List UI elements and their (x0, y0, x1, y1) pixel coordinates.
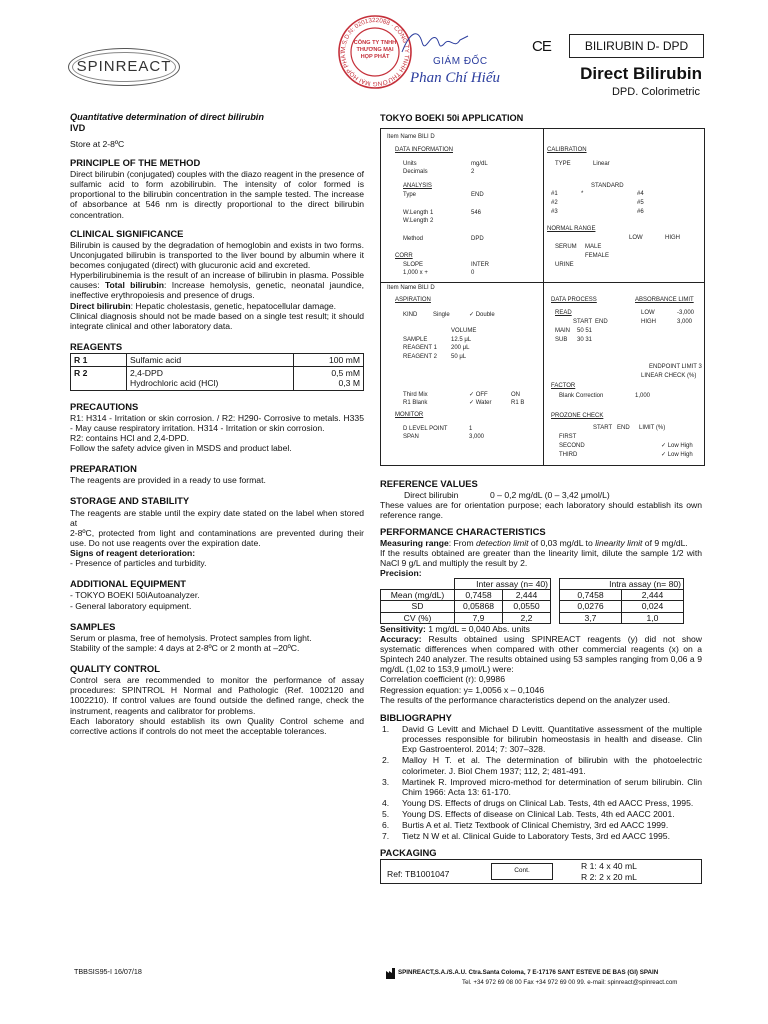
ce-mark: CE (532, 38, 551, 55)
read-end-label: END (595, 319, 608, 325)
blank-correction-label: Blank Correction (559, 393, 604, 399)
reagents-table (70, 353, 364, 390)
list-item: 7. Tietz N W et al. Clinical Guide to Laboratory Tests, 3rd ed AACC 1995. (382, 831, 670, 842)
slope-factor: 1,000 x + (403, 270, 428, 276)
list-item: 3. Martinek R. Improved micro-method for determination of serum bilirubin. Clin Chim 1966: Acta 13: 61-170. (382, 776, 702, 797)
read-sub-values: 30 31 (577, 337, 593, 343)
aspiration-heading: ASPIRATION (395, 297, 431, 303)
table-row: R 2 2,4-DPD Hydrochloric acid (HCl) 0,5 mM 0,3 M (71, 367, 364, 390)
decimals-label: Decimals (403, 169, 428, 175)
intro-title: Quantitative determination of direct bilirubin (70, 112, 264, 122)
standard-heading: STANDARD (591, 183, 624, 189)
wavelength-1-value: 546 (471, 210, 482, 216)
normal-low-label: LOW (629, 235, 643, 241)
page-title: Direct Bilirubin (580, 64, 702, 83)
clinical-heading: CLINICAL SIGNIFICANCE (70, 227, 184, 239)
left-column (70, 112, 364, 736)
equipment-text-1: - TOKYO BOEKI 50iAutoanalyzer. (70, 590, 200, 601)
table-row: Mean (mg/dL) 0,7458 2,444 (381, 590, 551, 601)
units-label: Units (403, 161, 417, 167)
slope-value: INTER (471, 262, 489, 268)
inter-assay-table (380, 578, 551, 624)
span-value: 3,000 (469, 434, 485, 440)
third-mix-on: ON (511, 392, 520, 398)
slope-label: SLOPE (403, 262, 424, 268)
kind-double: ✓ Double (469, 312, 495, 318)
absorbance-limit-heading: ABSORBANCE LIMIT (635, 297, 694, 303)
read-sub-label: SUB (555, 337, 568, 343)
accuracy: Accuracy: Results obtained using SPINREACT reagents (y) did not show systematic differences when compared with other commercial reagents (x) on a Spintech 240 analyzer. The results obtained using 53 samples ranging from 0,06 a 9 mg/dL (1,02 to 153,9 μmol/L) were: (380, 633, 702, 675)
reagent-1-label: REAGENT 1 (403, 345, 437, 351)
sample-volume: 12.5 μL (451, 337, 472, 343)
monitor-heading: MONITOR (395, 412, 424, 418)
table-row: SD 0,05868 0,0550 (381, 601, 551, 612)
list-item: 5. Young DS. Effects of disease on Clinical Lab. Tests, 4th ed AACC 2001. (382, 809, 675, 820)
precautions-heading: PRECAUTIONS (70, 400, 139, 412)
normal-range-heading: NORMAL RANGE (547, 226, 596, 232)
qc-text-2: Each laboratory should establish its own Quality Control scheme and corrective actions if controls do not meet the acceptable tolerances. (70, 715, 364, 736)
measuring-range: Measuring range: From detection limit of 0,03 mg/dL to linearity limit of 9 mg/dL. (380, 537, 688, 548)
reference-label: Direct bilirubin (404, 490, 459, 501)
samples-heading: SAMPLES (70, 620, 116, 632)
item-name-1: Item Name BILI D (387, 134, 435, 140)
signature (400, 24, 470, 60)
read-main-label: MAIN (555, 328, 570, 334)
clinical-text-4: Clinical diagnosis should not be made based on a single test result; it should integrate clinical and other laboratory data. (70, 310, 364, 331)
corr-heading: CORR (395, 253, 413, 259)
reagents-heading: REAGENTS (70, 341, 123, 353)
qc-text-1: Control sera are recommended to monitor the performance of assay procedures: SPINTROL H Normal and Pathologic (Ref. 1002120 and 1002210). If control values are found outside the defined range, check the instrument, reagents and calibrator for problems. (70, 675, 364, 716)
packaging-box (380, 859, 702, 884)
footer-contact: Tel. +34 972 69 08 00 Fax +34 972 69 00 99. e-mail: spinreact@spinreact.com (462, 979, 678, 986)
female-label: FEMALE (585, 253, 610, 259)
decimals-value: 2 (471, 169, 475, 175)
storage-heading: STORAGE AND STABILITY (70, 495, 190, 507)
equipment-text-2: - General laboratory equipment. (70, 600, 192, 611)
list-item: 2. Malloy H T. et al. The determination of bilirubin with the photoelectric colorimeter. J. Biol Chem 1937; 112, 2; 481-491. (382, 755, 702, 776)
standard-1-value: * (581, 191, 584, 197)
data-process-heading: DATA PROCESS (551, 297, 597, 303)
principle-text: Direct bilirubin (conjugated) couples with the diazo reagent in the presence of sulfamic acid to form azobilirubin. The intensity of color formed is proportional to the bilirubin concentration in the sample tested. The increase of absorbance at 546 nm is directly proportional to the direct bilirubin concentration. (70, 168, 364, 220)
footer-company: SPINREACT,S.A./S.A.U. Ctra.Santa Coloma, 7 E-17176 SANT ESTEVE DE BAS (GI) SPAIN (398, 969, 659, 976)
prozone-second: SECOND (559, 443, 585, 449)
correlation: Correlation coefficient (r): 0,9986 (380, 674, 505, 685)
item-name-2: Item Name BILI D (387, 285, 435, 291)
abs-low-label: LOW (641, 310, 655, 316)
table-row: R 1 Sulfamic acid 100 mM (71, 354, 364, 367)
prozone-heading: PROZONE CHECK (551, 413, 604, 419)
packaging-heading: PACKAGING (380, 846, 437, 858)
wavelength-2-label: W.Length 2 (403, 218, 434, 224)
ivd-label: IVD (70, 122, 86, 133)
preparation-text: The reagents are provided in a ready to use format. (70, 475, 266, 486)
preparation-heading: PREPARATION (70, 463, 137, 475)
page-subtitle: DPD. Colorimetric (611, 86, 700, 98)
brand-name: SPINREACT (76, 58, 172, 76)
prozone-limit-label: LIMIT (%) (639, 425, 666, 431)
storage-text-1: The reagents are stable until the expiry date stated on the label when stored at (70, 507, 364, 528)
table-row: 3,7 1,0 (560, 612, 684, 623)
product-code: BILIRUBIN D- DPD (584, 38, 689, 53)
stamp-center-text: CÔNG TY TNHH THƯƠNG MẠI HỌP PHÁT (353, 40, 397, 60)
volume-heading: VOLUME (451, 328, 477, 334)
data-information-heading: DATA INFORMATION (395, 147, 453, 153)
intercept-value: 0 (471, 270, 475, 276)
method-label: Method (403, 236, 424, 242)
wavelength-1-label: W.Length 1 (403, 210, 434, 216)
packaging-r1: R 1: 4 x 40 mL (581, 860, 637, 871)
table-row: CV (%) 7,9 2,2 (381, 612, 551, 623)
sensitivity: Sensitivity: 1 mg/dL = 0,040 Abs. units (380, 623, 530, 634)
right-column (380, 478, 702, 884)
abs-low-value: -3,000 (677, 310, 695, 316)
samples-text-2: Stability of the sample: 4 days at 2-8ºC or 2 month at –20ºC. (70, 642, 300, 653)
endpoint-limit: ENDPOINT LIMIT 3 (649, 364, 702, 370)
factory-icon (386, 968, 396, 979)
regression: Regression equation: y= 1,0056 x – 0,1046 (380, 684, 545, 695)
measuring-note: If the results obtained are greater than the linearity limit, dilute the sample 1/2 with NaCl 9 g/L and multiply the result by 2. (380, 547, 702, 568)
principle-heading: PRINCIPLE OF THE METHOD (70, 156, 201, 168)
precision-tables (380, 578, 702, 624)
reagent-1-volume: 200 μL (451, 345, 470, 351)
standard-2: #2 (551, 200, 558, 206)
table-row: 0,7458 2,444 (560, 590, 684, 601)
reference-row (404, 490, 702, 500)
r1-blank-label: R1 Blank (403, 400, 428, 406)
span-label: SPAN (403, 434, 419, 440)
application-settings-box (380, 128, 705, 466)
linear-check-label: LINEAR CHECK (%) (641, 373, 697, 379)
third-mix-off: ✓ OFF (469, 392, 488, 398)
blank-correction-value: 1,000 (635, 393, 651, 399)
prozone-second-lowhigh: ✓ Low High (661, 443, 693, 449)
clinical-text-2: Hyperbilirubinemia is the result of an increase of bilirubin in plasma. Possible causes: Total bilirubin: Increase hemolysis, genetic, neonatal jaundice, ineffective erythropoiesis and presence of drugs. (70, 270, 364, 301)
director-title: GIÁM ĐỐC (433, 56, 488, 67)
prozone-first: FIRST (559, 434, 577, 440)
units-value: mg/dL (471, 161, 488, 167)
standard-4: #4 (637, 191, 644, 197)
samples-text-1: Serum or plasma, free of hemolysis. Protect samples from light. (70, 632, 312, 643)
kind-label: KIND (403, 312, 418, 318)
table-row: Inter assay (n= 40) (381, 579, 551, 590)
read-start-label: START (573, 319, 593, 325)
precautions-text-1: R1: H314 - Irritation or skin corrosion. / R2: H290- Corrosive to metals. H335 - May cause respiratory irritation. H314 - Irritation or skin corrosion. (70, 412, 364, 433)
urine-label: URINE (555, 262, 574, 268)
serum-label: SERUM (555, 244, 577, 250)
read-heading: READ (555, 310, 572, 316)
stamp-circle-text: M.S.D.N: 0201322088 · CÔNG TY TNHH THƯƠNG MẠI HỌP PHÁT (339, 16, 411, 88)
abs-high-value: 3,000 (677, 319, 693, 325)
r1-blank-water: ✓ Water (469, 400, 492, 406)
packaging-cont: Cont. (491, 863, 553, 880)
normal-high-label: HIGH (665, 235, 680, 241)
performance-heading: PERFORMANCE CHARACTERISTICS (380, 525, 546, 537)
dlevel-value: 1 (469, 426, 473, 432)
clinical-text-1: Bilirubin is caused by the degradation of hemoglobin and exists in two forms. Unconjugated bilirubin is transported to the liver bound by albumin where it becomes conjugated (direct) with glucuronic acid and excreted. (70, 239, 364, 271)
product-code-box (569, 34, 704, 58)
third-mix-label: Third Mix (403, 392, 428, 398)
calibration-heading: CALIBRATION (547, 147, 587, 153)
table-row: Intra assay (n= 80) (560, 579, 684, 590)
clinical-text-3: Direct bilirubin: Hepatic cholestasis, genetic, hepatocellular damage. (70, 300, 337, 311)
prozone-third: THIRD (559, 452, 578, 458)
footer-code: TBBSIS95-I 16/07/18 (74, 967, 142, 976)
type-value: END (471, 192, 484, 198)
store-text: Store at 2-8ºC (70, 138, 125, 149)
method-value: DPD (471, 236, 484, 242)
signs-heading: Signs of reagent deterioration: (70, 548, 196, 559)
packaging-ref: Ref: TB1001047 (387, 868, 450, 879)
abs-high-label: HIGH (641, 319, 656, 325)
director-name: Phan Chí Hiếu (410, 70, 500, 86)
read-main-values: 50 51 (577, 328, 593, 334)
reference-note: These values are for orientation purpose; each laboratory should establish its own reference range. (380, 500, 702, 521)
list-item: 4. Young DS. Effects of drugs on Clinical Lab. Tests, 4th ed AACC Press, 1995. (382, 797, 694, 808)
bibliography-list (380, 724, 702, 842)
precautions-text-2: R2: contains HCl and 2,4-DPD. (70, 432, 189, 443)
cal-type-label: TYPE (555, 161, 571, 167)
brand-logo (68, 48, 180, 86)
list-item: 6. Burtis A et al. Tietz Textbook of Clinical Chemistry, 3rd ed AACC 1999. (382, 820, 669, 831)
equipment-heading: ADDITIONAL EQUIPMENT (70, 578, 186, 590)
bibliography-heading: BIBLIOGRAPHY (380, 711, 452, 723)
kind-single: Single (433, 312, 450, 318)
qc-heading: QUALITY CONTROL (70, 663, 160, 675)
reagent-2-label: REAGENT 2 (403, 354, 437, 360)
standard-3: #3 (551, 209, 558, 215)
prozone-start-label: START (593, 425, 613, 431)
precautions-text-3: Follow the safety advice given in MSDS and product label. (70, 443, 292, 454)
r1-blank-r1b: R1 B (511, 400, 525, 406)
precision-heading: Precision: (380, 568, 422, 579)
packaging-r2: R 2: 2 x 20 mL (581, 871, 637, 882)
prozone-end-label: END (617, 425, 630, 431)
standard-6: #6 (637, 209, 644, 215)
type-label: Type (403, 192, 417, 198)
factor-heading: FACTOR (551, 383, 576, 389)
analyzer-note: The results of the performance characteristics depend on the analyzer used. (380, 694, 670, 705)
list-item: 1. David G Levitt and Michael D Levitt. Quantitative assessment of the multiple processes responsible for bilirubin homeostasis in health and disease. Clin Exp Gastroenterol. 2014; 7: 307–328. (382, 723, 702, 755)
reference-value: 0 – 0,2 mg/dL (0 – 3,42 μmol/L) (490, 490, 610, 501)
dlevel-label: D LEVEL POINT (403, 426, 448, 432)
reference-heading: REFERENCE VALUES (380, 478, 478, 489)
intra-assay-table (559, 578, 684, 624)
analysis-heading: ANALYSIS (403, 183, 432, 189)
standard-5: #5 (637, 200, 644, 206)
prozone-third-lowhigh: ✓ Low High (661, 452, 693, 458)
cal-type-value: Linear (593, 161, 610, 167)
reagent-2-volume: 50 μL (451, 354, 467, 360)
application-title: TOKYO BOEKI 50i APPLICATION (380, 113, 524, 123)
standard-1: #1 (551, 191, 558, 197)
storage-text-2: 2-8ºC, protected from light and contaminations are prevented during their use. Do not use reagents over the expiration date. (70, 527, 364, 548)
sample-label: SAMPLE (403, 337, 428, 343)
signs-text: - Presence of particles and turbidity. (70, 558, 207, 569)
male-label: MALE (585, 244, 602, 250)
table-row: 0,0276 0,024 (560, 601, 684, 612)
